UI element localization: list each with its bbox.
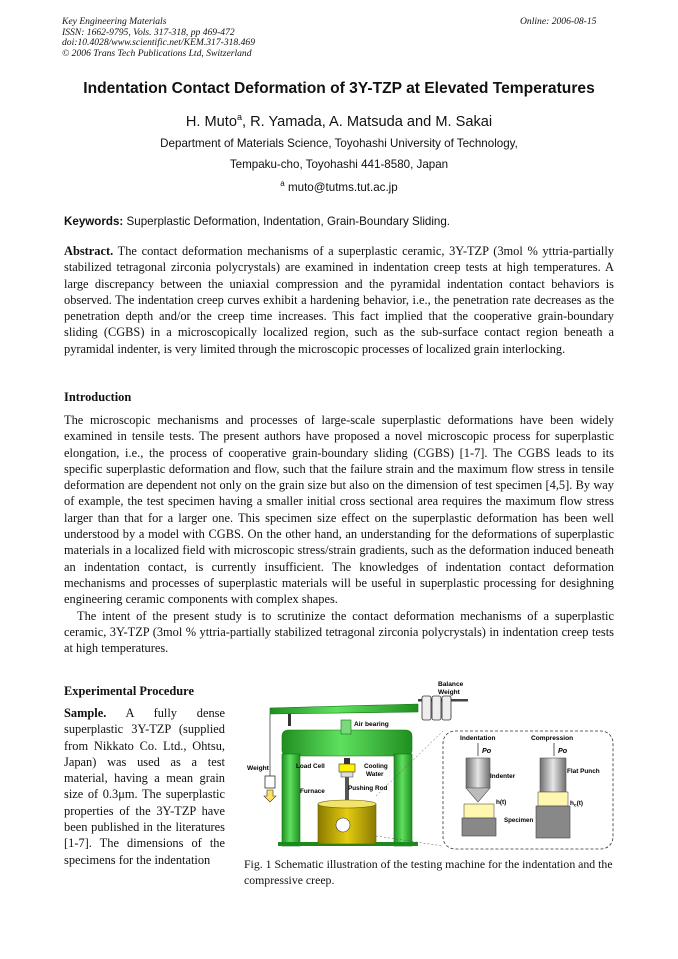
- specimen-label: Specimen: [504, 817, 534, 824]
- email-address: muto@tutms.tut.ac.jp: [287, 180, 398, 194]
- load-cell-label: Load Cell: [296, 763, 325, 770]
- keywords-label: Keywords:: [64, 215, 124, 228]
- lever-arm: [270, 704, 418, 714]
- affiliation-line-2: Tempaku-cho, Toyohashi 441-8580, Japan: [229, 158, 449, 171]
- compression-depth-label: [570, 800, 583, 809]
- journal-name: Key Engineering Materials: [62, 16, 167, 27]
- cooling-jacket: [341, 772, 353, 777]
- journal-copyright: © 2006 Trans Tech Publications Ltd, Switzerland: [62, 47, 252, 59]
- compression-depth-h: h: [570, 800, 574, 807]
- figure-caption: Fig. 1 Schematic illustration of the testing machine for the indentation and the compressive creep.: [244, 857, 613, 887]
- machine-crossbeam: [282, 720, 412, 756]
- compression-label: Compression: [531, 735, 574, 742]
- journal-header: [62, 17, 255, 59]
- indenter-label: Indenter: [490, 773, 516, 780]
- indentation-anvil: [462, 818, 496, 836]
- compression-depth-tail: (t): [576, 800, 583, 807]
- author-first: H. Muto: [185, 113, 237, 130]
- weight-label-top: Weight: [438, 689, 460, 696]
- water-label: Water: [366, 771, 384, 778]
- keywords-text: Superplastic Deformation, Indentation, Grain-Boundary Sliding.: [126, 215, 451, 228]
- pushing-rod-top: [344, 758, 350, 764]
- weight-block: [265, 776, 275, 788]
- flat-punch-label: Flat Punch: [567, 768, 600, 775]
- email-line: [0, 179, 678, 194]
- testing-machine-figure: [238, 676, 618, 856]
- journal-doi: doi:10.4028/www.scientific.net/KEM.317-318.469: [62, 37, 256, 48]
- air-bearing-label: Air bearing: [354, 721, 389, 728]
- load-p0-label-1: Po: [482, 746, 492, 755]
- abstract-text: The contact deformation mechanisms of a superplastic ceramic, 3Y-TZP (3mol % yttria-partially stabilized tetragonal zirconia polycrystals) are examined in indentation creep tests at high temperatures. A large discrepancy between the uniaxial compression and the pyramidal indentation contact behaviors is observed. The indentation creep curves exhibit a hardening behavior, i.e., the penetration rate decreases as the penetration depth and/or the creep time increases. This fact implied that the cooperative grain-boundary sliding (CGBS) in a microscopically localized region, such as the sub-surface contact region beneath a pyramidal indenter, is very limited through the microscopic processes of localized grain interlocking.: [64, 244, 614, 356]
- paper-title: Indentation Contact Deformation of 3Y-TZP at Elevated Temperatures: [83, 80, 595, 97]
- abstract: [64, 243, 614, 357]
- introduction-paragraph-1: The microscopic mechanisms and processes of large-scale superplastic deformations have been widely examined in tensile tests. The present authors have proposed a novel microscopic process for superplastic elongation, i.e., the process of cooperative grain-boundary sliding (CGBS) [1-7]. The CGBS leads to its specific superplastic deformation and flow, such that the failure strain and the maximum flow stress in tensile deformation are dependent not only on the grain size but also on the dimension of test specimen [4,5]. By way of example, the test specimen having a smaller initial cross sectional area requires the maximum flow stress larger than that for a larger one. This specimen size effect on the superplastic deformation has been well understood by a model with CGBS. On the other hand, an understanding for the deformations of superplastic materials in a localized field with microscopic stress/strain gradients, such as the deformation induced beneath an indentation contact, is currently insufficient. The knowledges of indentation contact deformation mechanisms and processes of superplastic materials will be useful in superplastic processing for desighning engineering ceramic components with complex shapes.: [64, 413, 614, 607]
- introduction-body: [64, 412, 614, 656]
- furnace: [318, 800, 376, 844]
- online-date: Online: 2006-08-15: [520, 16, 597, 27]
- compression-anvil: [536, 806, 570, 838]
- author-sup: a: [236, 112, 242, 122]
- affiliation-line-1: Department of Materials Science, Toyohashi University of Technology,: [160, 137, 518, 150]
- flat-punch: [540, 758, 566, 792]
- author-rest: , R. Yamada, A. Matsuda and M. Sakai: [241, 113, 493, 130]
- indenter: [466, 758, 490, 802]
- indentation-specimen: [464, 804, 494, 818]
- keywords: [64, 215, 450, 228]
- introduction-paragraph-2: The intent of the present study is to scrutinize the contact deformation mechanisms of a superplastic ceramic, 3Y-TZP (3mol % yttria-partially stabilized tetragonal zirconia polycrystals) in indentation creep tests at high temperatures.: [64, 608, 614, 656]
- author-line: [0, 112, 678, 130]
- right-column: [394, 754, 412, 846]
- cooling-label: Cooling: [364, 763, 388, 770]
- balance-label: Balance: [438, 681, 464, 688]
- sample-paragraph: [64, 705, 225, 868]
- journal-issn: ISSN: 1662-9795, Vols. 317-318, pp 469-472: [62, 26, 235, 38]
- compression-depth-sub: c: [573, 803, 577, 809]
- load-arrow-icon: [264, 790, 276, 802]
- email-sup: a: [280, 179, 285, 188]
- load-p0-label-2: Po: [558, 746, 568, 755]
- balance-weight: [418, 696, 468, 720]
- load-cell: [339, 764, 355, 772]
- compression-specimen: [538, 792, 568, 806]
- introduction-heading: Introduction: [64, 390, 132, 404]
- indentation-depth-label: h(t): [496, 799, 507, 806]
- sample-text: A fully dense superplastic 3Y-TZP (supplied from Nikkato Co. Ltd., Ohtsu, Japan) was used as a test material, having a mean grain size of 0.3μm. The superplastic properties of the 3Y-TZP have been published in the literatures [1-7]. The dimensions of the specimens for the indentation: [64, 706, 225, 867]
- weight-label: Weight: [247, 765, 269, 772]
- sample-label: Sample.: [64, 706, 107, 720]
- furnace-label: Furnace: [300, 788, 325, 795]
- abstract-label: Abstract.: [64, 244, 114, 258]
- indentation-label: Indentation: [460, 735, 496, 742]
- lever-pivot: [288, 714, 291, 726]
- experimental-heading: Experimental Procedure: [64, 684, 194, 698]
- pushing-rod-label: Pushing Rod: [348, 785, 388, 792]
